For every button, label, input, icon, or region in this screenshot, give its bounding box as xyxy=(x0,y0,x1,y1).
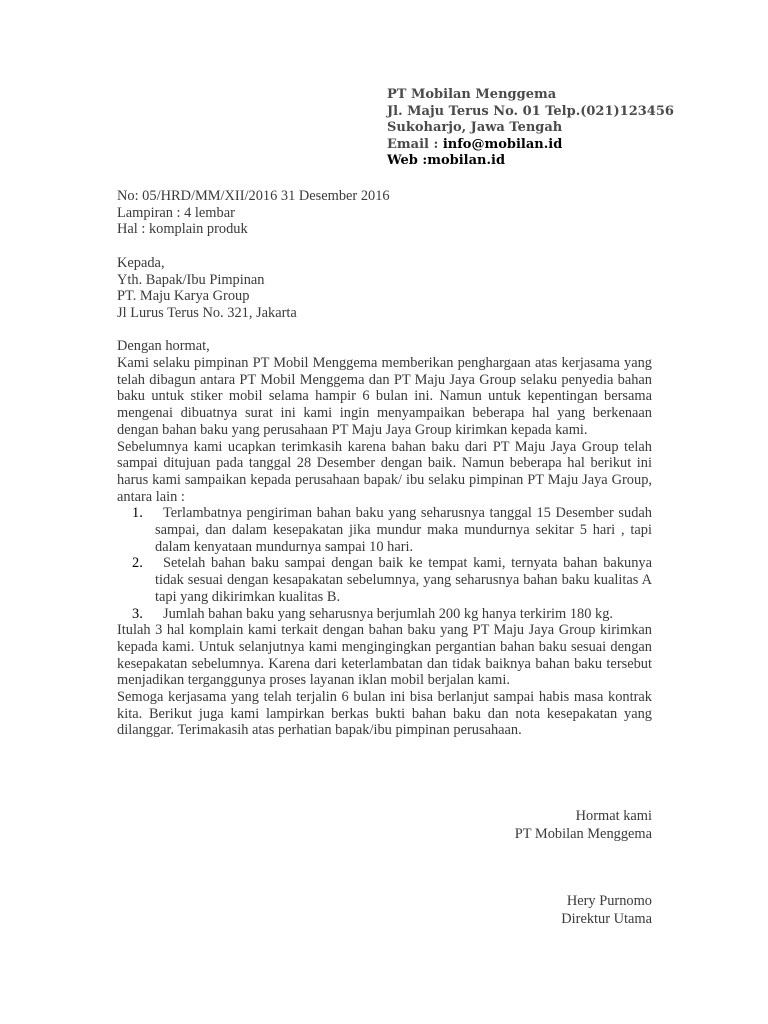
list-item xyxy=(117,505,652,555)
signer-title: Direktur Utama xyxy=(561,910,652,927)
sender-web: Web :mobilan.id xyxy=(387,153,506,169)
complaint-list xyxy=(117,505,652,622)
signature-block xyxy=(561,893,652,928)
recipient-to: Kepada, xyxy=(117,254,165,271)
closing-company: PT Mobilan Menggema xyxy=(514,825,652,842)
sender-address: Jl. Maju Terus No. 01 Telp.(021)123456 xyxy=(387,103,674,119)
list-item-text: Setelah bahan baku sampai dengan baik ke tempat kami, ternyata bahan bakunya tidak sesuai dengan kesapakatan sebelumnya, yang seharusnya bahan baku kualitas A tapi yang dikirimkan kualitas B. xyxy=(155,555,652,605)
list-item-number: 3. xyxy=(132,605,143,622)
closing-block xyxy=(515,808,652,843)
email-value: info@mobilan.id xyxy=(442,136,563,152)
list-item-text: Terlambatnya pengiriman bahan baku yang seharusnya tanggal 15 Desember sudah sampai, dan dalam kesepakatan jika mundur maka mundurnya sekitar 5 hari , tapi dalam kenyataan mundurnya sampai 10 hari. xyxy=(155,505,652,555)
list-item-text: Jumlah bahan baku yang seharusnya berjumlah 200 kg hanya terkirim 180 kg. xyxy=(163,605,613,622)
paragraph-4: Semoga kerjasama yang telah terjalin 6 bulan ini bisa berlanjut sampai habis masa kontrak kita. Berikut juga kami lampirkan berkas bukti bahan baku dan nota kesepakatan yang dilanggar. Terimakasih atas perhatian bapak/ibu pimpinan perusahaan. xyxy=(117,689,652,739)
recipient-company: PT. Maju Karya Group xyxy=(117,288,250,305)
list-item xyxy=(117,555,652,605)
list-item-number: 2. xyxy=(132,555,143,572)
recipient-address: Jl Lurus Terus No. 321, Jakarta xyxy=(117,304,297,321)
list-item-number: 1. xyxy=(132,505,143,522)
sender-company: PT Mobilan Menggema xyxy=(387,87,557,102)
list-item xyxy=(117,606,652,623)
paragraph-2: Sebelumnya kami ucapkan terimkasih karena bahan baku dari PT Maju Jaya Group telah sampai ditujuan pada tanggal 28 Desember dengan baik. Namun beberapa hal berikut ini harus kami sampaikan kepada perusahaan bapak/ ibu selaku pimpinan PT Maju Jaya Group, antara lain : xyxy=(117,438,652,505)
letter-body xyxy=(117,188,652,739)
greeting: Dengan hormat, xyxy=(117,338,210,355)
paragraph-3: Itulah 3 hal komplain kami terkait dengan bahan baku yang PT Maju Jaya Group kirimkan kepada kami. Untuk selanjutnya kami mengingingkan pergantian bahan baku sesuai dengan kesepakatan sebelumnya. Karena dari keterlambatan dan tidak baiknya bahan baku tersebut menjadikan terganggunya proses layanan iklan mobil berjalan kami. xyxy=(117,622,652,689)
closing-salutation: Hormat kami xyxy=(575,808,652,824)
paragraph-1: Kami selaku pimpinan PT Mobil Menggema memberikan penghargaan atas kerjasama yang telah dibagun antara PT Mobil Menggema dan PT Maju Jaya Group selaku penyedia bahan baku untuk stiker mobil selama hampir 6 bulan ini. Namun untuk kepentingan bersama mengenai dibuatnya surat ini kami ingin menyampaikan beberapa hal yang berkenaan dengan bahan baku yang perusahaan PT Maju Jaya Group kirimkan kepada kami. xyxy=(117,355,652,438)
email-label: Email : xyxy=(387,136,443,152)
sender-city: Sukoharjo, Jawa Tengah xyxy=(387,120,563,136)
letter-number: No: 05/HRD/MM/XII/2016 31 Desember 2016 xyxy=(117,188,390,204)
signer-name: Hery Purnomo xyxy=(566,893,652,909)
sender-email xyxy=(387,137,687,154)
letterhead xyxy=(387,87,687,170)
recipient-name: Yth. Bapak/Ibu Pimpinan xyxy=(117,271,265,288)
letter-attachment: Lampiran : 4 lembar xyxy=(117,204,235,221)
letter-subject: Hal : komplain produk xyxy=(117,221,248,238)
